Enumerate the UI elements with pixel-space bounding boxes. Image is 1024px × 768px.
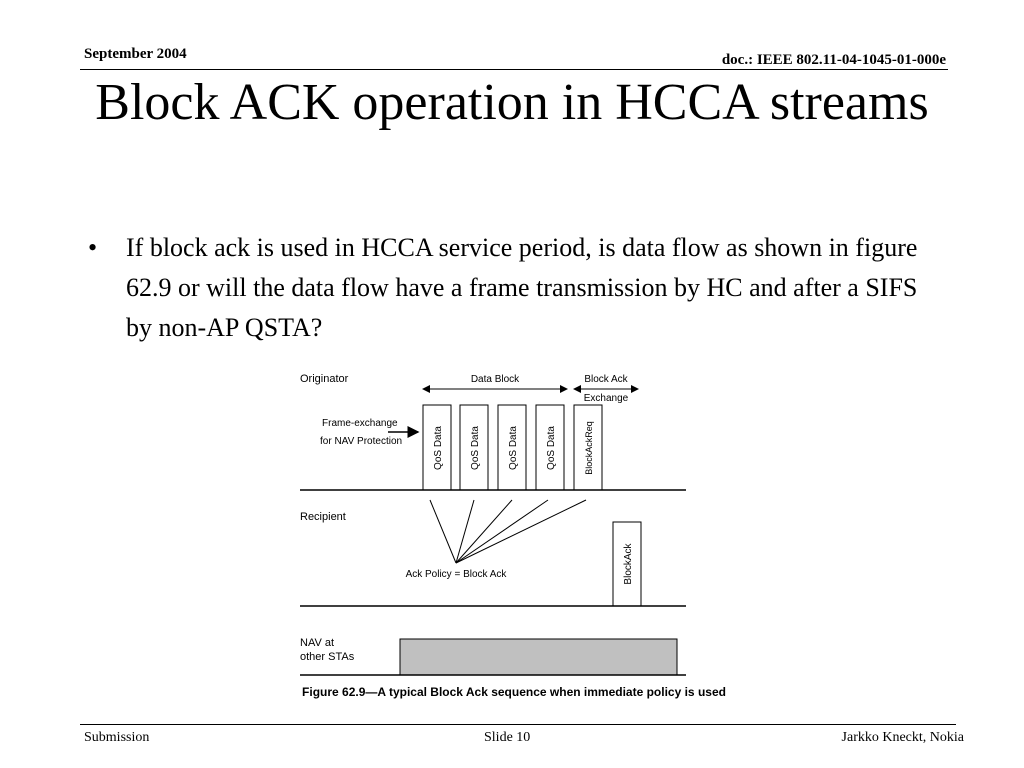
slide-title-text: Block ACK operation in HCCA streams [95,74,929,131]
recipient-label: Recipient [300,511,346,523]
frame-exchange-label: Frame-exchange [322,418,398,429]
block-ack-text: BlockAck [623,543,634,585]
header-divider [80,69,948,70]
footer-submission: Submission [84,730,150,745]
ack-policy-line-5 [456,500,586,563]
qos-data-text-3: QoS Data [508,426,519,470]
ack-policy-line-4 [456,500,548,563]
data-block-label: Data Block [470,374,520,385]
figure-caption: Figure 62.9—A typical Block Ack sequence when immediate policy is used [302,685,726,699]
block-ack-label: Block Ack [584,374,628,385]
bullet-text: If block ack is used in HCCA service period, is data flow as shown in figure 62.9 or will the data flow have a frame transmission by HC and after a SIFS by non-AP QSTA? [126,233,918,342]
footer-divider [80,724,956,725]
block-ack-req-text: BlockAckReq [584,421,594,475]
qos-data-text-2: QoS Data [470,426,481,470]
nav-label-1: NAV at [300,637,335,649]
nav-label-2: other STAs [300,651,355,663]
nav-duration-bar [400,639,677,675]
ack-policy-line-3 [456,500,512,563]
bullet-dot: • [88,233,98,262]
ack-policy-label: Ack Policy = Block Ack [405,569,507,580]
ack-policy-line-1 [430,500,456,563]
qos-data-text-1: QoS Data [433,426,444,470]
exchange-label: Exchange [583,393,629,404]
header-date: September 2004 [84,46,187,62]
footer-slide-number: Slide 10 [484,730,531,745]
originator-label: Originator [300,373,349,385]
block-ack-figure [260,362,780,707]
slide-title [0,74,1024,131]
nav-protection-label: for NAV Protection [320,436,403,447]
qos-data-text-4: QoS Data [546,426,557,470]
header-doc-id: doc.: IEEE 802.11-04-1045-01-000e [721,52,946,68]
footer-author: Jarkko Kneckt, Nokia [841,730,964,745]
